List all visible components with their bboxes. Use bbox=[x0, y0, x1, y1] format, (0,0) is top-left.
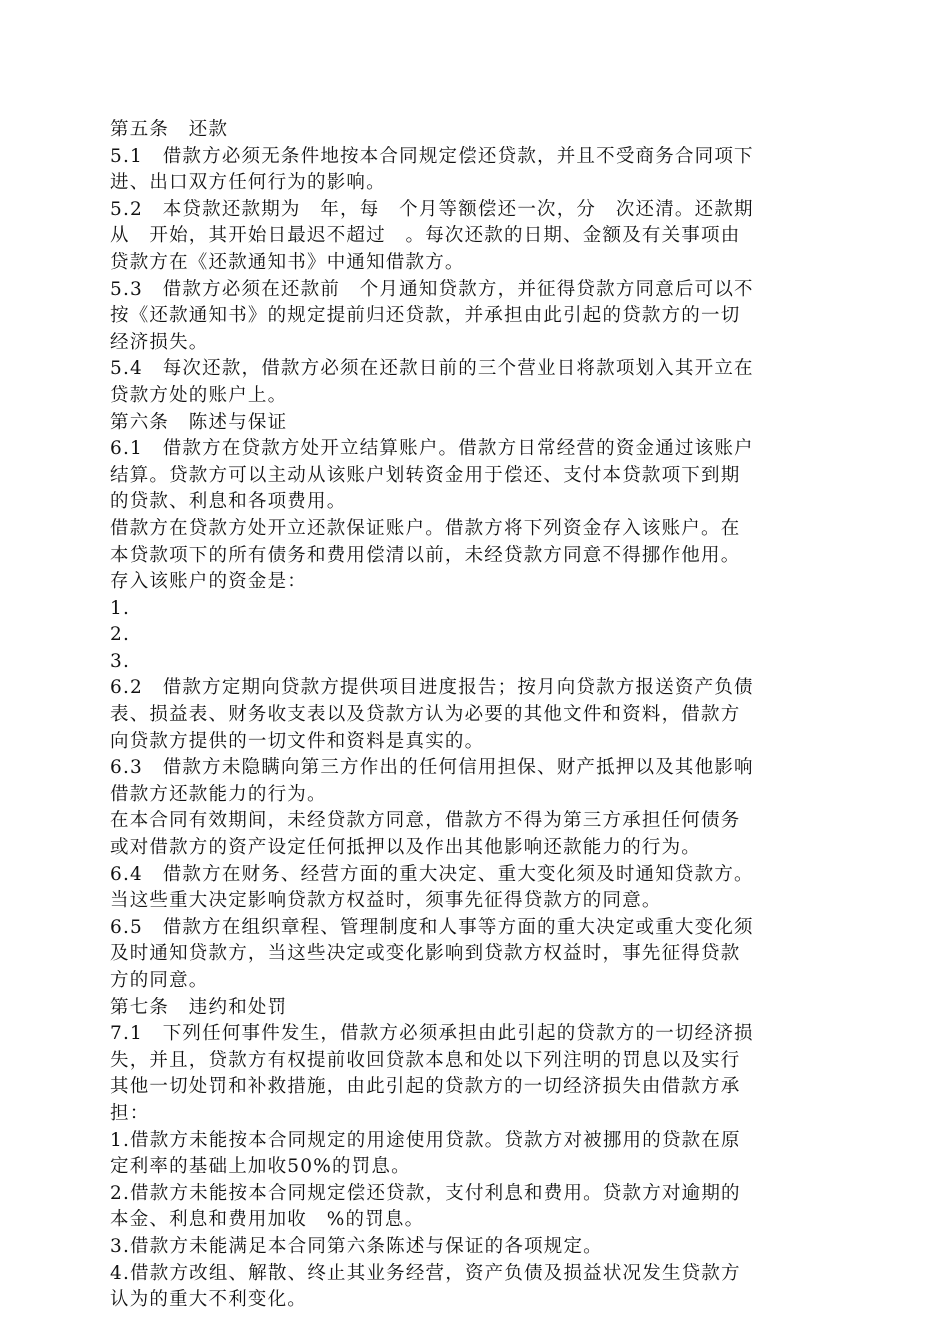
text-line: 或对借款方的资产设定任何抵押以及作出其他影响还款能力的行为。 bbox=[110, 837, 702, 859]
text-line: 6.4 借款方在财务、经营方面的重大决定、重大变化须及时通知贷款方。 bbox=[110, 863, 754, 885]
text-line: 从 开始，其开始日最迟不超过 。每次还款的日期、金额及有关事项由 bbox=[110, 225, 741, 247]
document-body bbox=[110, 117, 845, 1314]
text-line: 经济损失。 bbox=[110, 331, 209, 353]
text-line: 5.4 每次还款，借款方必须在还款日前的三个营业日将款项划入其开立在 bbox=[110, 358, 754, 380]
list-item: 3. bbox=[110, 650, 131, 672]
text-line: 担： bbox=[110, 1102, 150, 1124]
text-line: 的贷款、利息和各项费用。 bbox=[110, 491, 347, 513]
list-item: 3.借款方未能满足本合同第六条陈述与保证的各项规定。 bbox=[110, 1235, 603, 1257]
list-item: 2.借款方未能按本合同规定偿还贷款，支付利息和费用。贷款方对逾期的 bbox=[110, 1182, 741, 1204]
text-line: 认为的重大不利变化。 bbox=[110, 1289, 308, 1311]
text-line: 按《还款通知书》的规定提前归还贷款，并承担由此引起的贷款方的一切 bbox=[110, 305, 741, 327]
list-item: 4.借款方改组、解散、终止其业务经营，资产负债及损益状况发生贷款方 bbox=[110, 1262, 741, 1284]
text-line: 6.2 借款方定期向贷款方提供项目进度报告；按月向贷款方报送资产负债 bbox=[110, 677, 754, 699]
text-line: 借款方还款能力的行为。 bbox=[110, 783, 327, 805]
section-heading-7: 第七条 违约和处罚 bbox=[110, 996, 288, 1018]
text-line: 本金、利息和费用加收 %的罚息。 bbox=[110, 1209, 425, 1231]
text-line: 失，并且，贷款方有权提前收回贷款本息和处以下列注明的罚息以及实行 bbox=[110, 1049, 741, 1071]
text-line: 5.2 本贷款还款期为 年，每 个月等额偿还一次，分 次还清。还款期 bbox=[110, 198, 754, 220]
text-line: 贷款方在《还款通知书》中通知借款方。 bbox=[110, 251, 465, 273]
text-line: 定利率的基础上加收50%的罚息。 bbox=[110, 1156, 411, 1178]
text-line: 5.1 借款方必须无条件地按本合同规定偿还贷款，并且不受商务合同项下 bbox=[110, 145, 754, 167]
text-line: 贷款方处的账户上。 bbox=[110, 384, 288, 406]
list-item: 1.借款方未能按本合同规定的用途使用贷款。贷款方对被挪用的贷款在原 bbox=[110, 1129, 741, 1151]
text-line: 5.3 借款方必须在还款前 个月通知贷款方，并征得贷款方同意后可以不 bbox=[110, 278, 754, 300]
text-line: 及时通知贷款方，当这些决定或变化影响到贷款方权益时，事先征得贷款 bbox=[110, 943, 741, 965]
text-line: 6.5 借款方在组织章程、管理制度和人事等方面的重大决定或重大变化须 bbox=[110, 916, 754, 938]
text-line: 结算。贷款方可以主动从该账户划转资金用于偿还、支付本贷款项下到期 bbox=[110, 464, 741, 486]
text-line: 本贷款项下的所有债务和费用偿清以前，未经贷款方同意不得挪作他用。 bbox=[110, 544, 741, 566]
text-line: 6.3 借款方未隐瞒向第三方作出的任何信用担保、财产抵押以及其他影响 bbox=[110, 757, 754, 779]
section-heading-5: 第五条 还款 bbox=[110, 119, 229, 140]
text-line: 7.1 下列任何事件发生，借款方必须承担由此引起的贷款方的一切经济损 bbox=[110, 1023, 754, 1045]
section-heading-6: 第六条 陈述与保证 bbox=[110, 411, 288, 433]
text-line: 进、出口双方任何行为的影响。 bbox=[110, 172, 386, 194]
list-item: 2. bbox=[110, 624, 131, 646]
text-line: 方的同意。 bbox=[110, 970, 209, 991]
text-line: 当这些重大决定影响贷款方权益时，须事先征得贷款方的同意。 bbox=[110, 890, 662, 912]
text-line: 6.1 借款方在贷款方处开立结算账户。借款方日常经营的资金通过该账户 bbox=[110, 438, 754, 460]
text-line: 存入该账户的资金是： bbox=[110, 571, 308, 593]
list-item: 1. bbox=[110, 597, 131, 619]
text-line: 在本合同有效期间，未经贷款方同意，借款方不得为第三方承担任何债务 bbox=[110, 810, 741, 832]
text-line: 表、损益表、财务收支表以及贷款方认为必要的其他文件和资料，借款方 bbox=[110, 704, 741, 726]
text-line: 借款方在贷款方处开立还款保证账户。借款方将下列资金存入该账户。在 bbox=[110, 517, 741, 539]
text-line: 其他一切处罚和补救措施，由此引起的贷款方的一切经济损失由借款方承 bbox=[110, 1076, 741, 1098]
text-line: 向贷款方提供的一切文件和资料是真实的。 bbox=[110, 730, 485, 752]
